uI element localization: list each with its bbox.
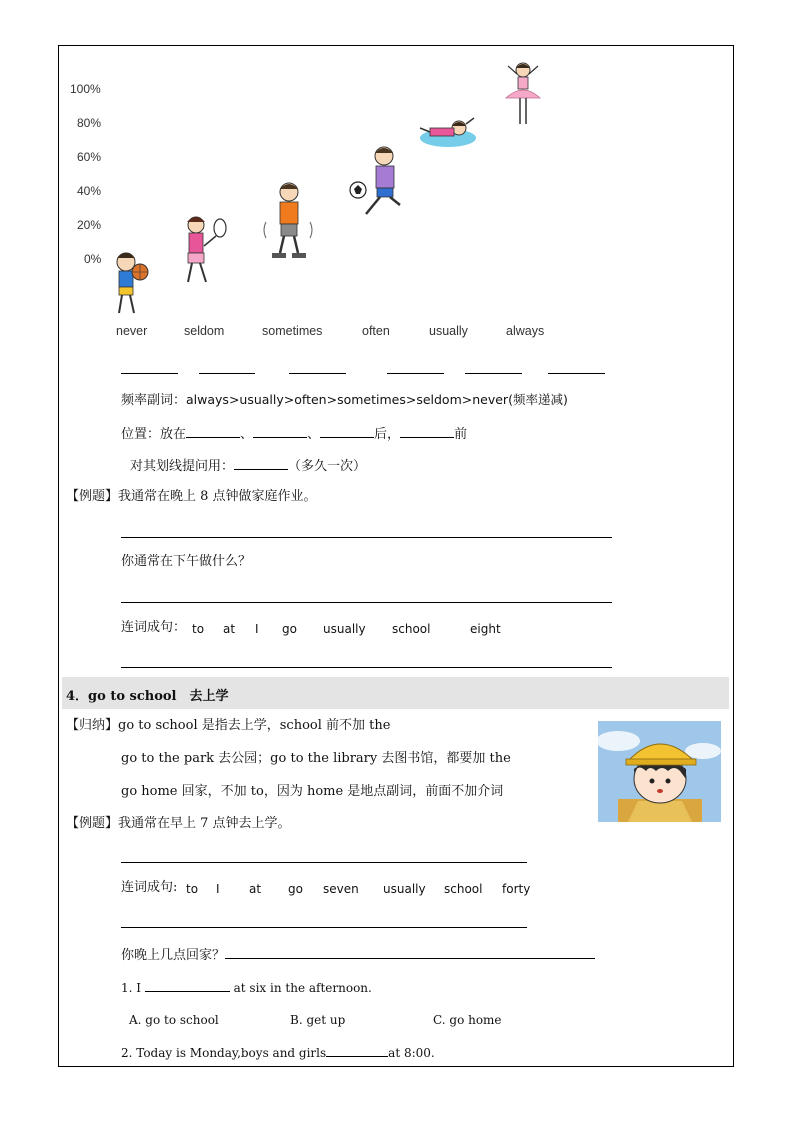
figure-sometimes-skater — [264, 183, 312, 258]
frequency-figures — [0, 0, 793, 360]
answer-blank-sometimes[interactable] — [289, 373, 346, 374]
example2-connect-label: 连词成句: — [121, 880, 178, 895]
word: to — [186, 882, 199, 896]
question-word-hint: （多久一次） — [288, 459, 367, 474]
answer-blank-seldom[interactable] — [199, 373, 255, 374]
example2-question-line — [121, 946, 595, 964]
figure-never-boy — [117, 253, 148, 313]
example1-tag: 【例题】 — [66, 489, 119, 504]
exercise-1-suffix: at six in the afternoon. — [229, 981, 372, 995]
exercise-2-blank[interactable] — [326, 1044, 388, 1057]
answer-blank-always[interactable] — [548, 373, 605, 374]
position-blank-3[interactable] — [320, 425, 374, 438]
word: seven — [323, 882, 359, 896]
word: usually — [323, 622, 366, 636]
example1-connect-label: 连词成句： — [121, 620, 187, 635]
example1-answer-line[interactable] — [121, 537, 612, 538]
exercise-1-prefix: 1. I — [121, 981, 145, 995]
example2-question: 你晚上几点回家？ — [121, 948, 226, 963]
y-tick-label: 80% — [77, 116, 102, 130]
exercise-2-suffix: at 8:00. — [388, 1046, 435, 1060]
word: usually — [383, 882, 426, 896]
y-tick-label: 60% — [77, 150, 102, 164]
y-tick-label: 0% — [84, 252, 102, 266]
x-category-label: often — [362, 324, 390, 338]
position-blank-1[interactable] — [186, 425, 240, 438]
example2-tag: 【例题】 — [66, 816, 119, 831]
question-word-line — [130, 457, 366, 475]
figure-usually-swimmer — [420, 118, 476, 147]
summary-tag: 【归纳】 — [66, 718, 119, 733]
word: school — [392, 622, 431, 636]
word: go — [282, 622, 297, 636]
word: I — [255, 622, 259, 636]
position-before: 前 — [454, 427, 468, 442]
exercise-1-option-a[interactable]: A. go to school — [129, 1013, 219, 1027]
position-blank-4[interactable] — [400, 425, 454, 438]
word: to — [192, 622, 205, 636]
example1-sentence: 我通常在晚上 8 点钟做家庭作业。 — [118, 489, 317, 504]
position-label: 位置：放在 — [121, 427, 187, 442]
y-tick-label: 100% — [70, 82, 101, 96]
example1-line — [66, 489, 317, 505]
example2-sentence: 我通常在早上 7 点钟去上学。 — [118, 816, 291, 831]
word: at — [223, 622, 236, 636]
x-category-label: never — [116, 324, 148, 338]
x-category-label: always — [506, 324, 545, 338]
exercise-2-prefix: 2. Today is Monday,boys and girls — [121, 1046, 327, 1060]
exercise-2 — [121, 1044, 435, 1061]
question-word-label: 对其划线提问用： — [130, 459, 235, 474]
adverbs-label: 频率副词： — [121, 393, 187, 408]
example2-connect-answer-line[interactable] — [121, 927, 527, 928]
word: school — [444, 882, 483, 896]
example2-line — [66, 816, 291, 832]
summary-line-3: go home 回家，不加 to，因为 home 是地点副词，前面不加介词 — [121, 784, 504, 799]
y-tick-label: 20% — [77, 218, 102, 232]
position-blank-2[interactable] — [253, 425, 307, 438]
x-category-label: seldom — [184, 324, 225, 338]
answer-blank-often[interactable] — [387, 373, 444, 374]
example2-answer-line[interactable] — [121, 862, 527, 863]
figure-often-soccer — [350, 147, 400, 214]
question-word-blank[interactable] — [234, 457, 288, 470]
example2-question-blank[interactable] — [225, 946, 595, 959]
position-sep-1: 、 — [240, 427, 254, 442]
example1-question-answer-line[interactable] — [121, 602, 612, 603]
figure-seldom-girl — [187, 217, 226, 282]
x-category-label: sometimes — [262, 324, 323, 338]
x-category-label: usually — [429, 324, 468, 338]
word: I — [216, 882, 220, 896]
word: forty — [502, 882, 531, 896]
word: eight — [470, 622, 501, 636]
example1-question: 你通常在下午做什么？ — [121, 554, 252, 569]
word: at — [249, 882, 262, 896]
section-4-title: 4．go to school 去上学 — [66, 689, 229, 704]
adverbs-order: always>usually>often>sometimes>seldom>never(频率递减) — [186, 392, 568, 407]
summary-line-2: go to the park 去公园；go to the library 去图书馆，都要加 the — [121, 751, 511, 766]
exercise-1 — [121, 979, 372, 996]
answer-blank-never[interactable] — [121, 373, 178, 374]
example1-connect-answer-line[interactable] — [121, 667, 612, 668]
exercise-1-option-b[interactable]: B. get up — [290, 1013, 346, 1027]
exercise-1-option-c[interactable]: C. go home — [433, 1013, 502, 1027]
adverbs-line — [121, 392, 568, 409]
position-line — [121, 425, 467, 443]
answer-blank-usually[interactable] — [465, 373, 522, 374]
position-after: 后， — [374, 427, 401, 442]
figure-always-dancer — [506, 63, 540, 124]
summary-line-1 — [66, 718, 390, 734]
position-sep-2: 、 — [307, 427, 321, 442]
y-tick-label: 40% — [77, 184, 102, 198]
exercise-1-blank[interactable] — [145, 979, 230, 992]
summary-text-1: go to school 是指去上学，school 前不加 the — [118, 718, 391, 733]
word: go — [288, 882, 303, 896]
cartoon-girl-image — [598, 721, 721, 822]
